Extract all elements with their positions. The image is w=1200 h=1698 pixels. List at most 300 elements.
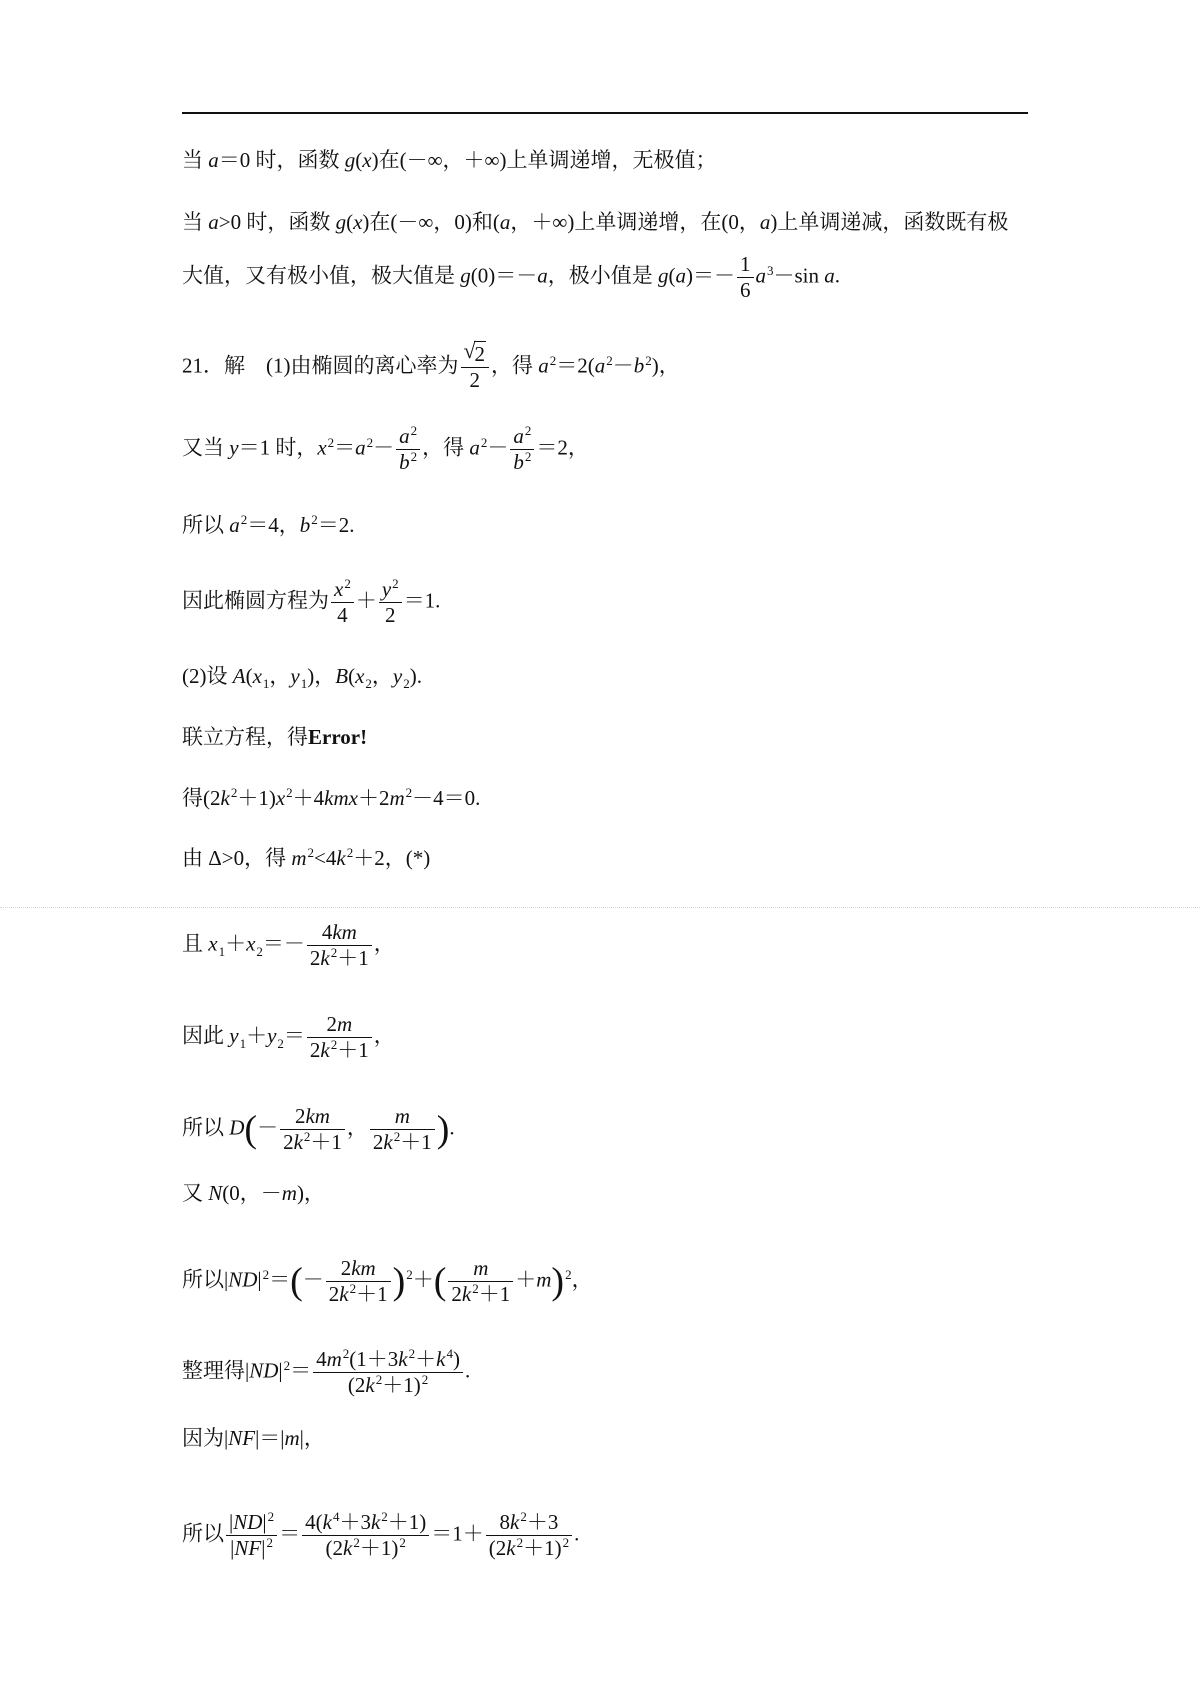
text-fragment: 2: [480, 434, 488, 450]
text-fragment: ，: [373, 931, 395, 956]
text-fragment: x: [355, 664, 365, 688]
text-fragment: N: [208, 1181, 223, 1205]
text-fragment: 2: [311, 512, 318, 527]
text-line-3: [182, 252, 840, 303]
text-fragment: 2: [340, 1256, 352, 1280]
text-fragment: <4: [314, 846, 337, 870]
text-fragment: x: [362, 148, 372, 172]
text-fragment: 4: [446, 1346, 453, 1361]
text-fragment: 因为|: [182, 1426, 229, 1450]
text-fragment: 8: [499, 1510, 511, 1534]
text-fragment: －: [487, 435, 509, 460]
text-fragment: b: [513, 450, 524, 475]
text-line-1: [182, 150, 717, 171]
text-fragment: 2: [309, 1038, 321, 1063]
text-fragment: k: [336, 846, 346, 870]
text-fragment: 2: [266, 1535, 273, 1551]
text-fragment: )，: [296, 1181, 325, 1205]
text-fragment: y: [290, 664, 300, 688]
text-fragment: 21．解 (1)由椭圆的离心率为: [182, 353, 459, 378]
text-line-18: [182, 1428, 325, 1449]
text-fragment: 2: [410, 449, 418, 465]
text-fragment: 2: [520, 1509, 527, 1524]
text-fragment: ＋1): [387, 1510, 427, 1534]
math-part: [396, 424, 420, 450]
text-fragment: 2: [392, 576, 399, 591]
text-fragment: k: [370, 1510, 381, 1534]
math-part: [326, 1256, 391, 1282]
math-part: [370, 1130, 435, 1155]
text-fragment: ＋3: [339, 1510, 371, 1534]
text-fragment: x: [334, 577, 344, 601]
text-fragment: 当: [182, 210, 209, 234]
fraction: [326, 1256, 391, 1307]
text-fragment: 得(2: [182, 786, 221, 810]
text-fragment: ND: [233, 1510, 263, 1534]
text-fragment: 所以: [182, 513, 230, 537]
text-fragment: a: [355, 435, 366, 460]
text-fragment: a: [208, 210, 219, 234]
text-fragment: 2: [294, 1104, 306, 1128]
text-fragment: m: [291, 846, 307, 870]
text-fragment: 2: [240, 512, 248, 527]
text-fragment: a: [537, 263, 548, 288]
text-line-12: [182, 920, 395, 971]
text-fragment: ): [551, 1260, 565, 1303]
error-text: Error!: [308, 725, 368, 749]
text-fragment: A: [232, 664, 246, 688]
text-fragment: a: [499, 210, 511, 234]
text-fragment: ＝4，: [247, 513, 300, 537]
text-fragment: 4: [337, 603, 348, 628]
text-fragment: 2: [516, 1535, 524, 1551]
text-fragment: ND: [249, 1358, 279, 1383]
math-part: [486, 1536, 572, 1561]
text-fragment: 所以: [182, 1521, 224, 1546]
text-fragment: ND: [228, 1267, 258, 1292]
text-fragment: 整理得|: [182, 1358, 250, 1383]
text-fragment: ): [452, 1347, 460, 1371]
text-fragment: ＋1: [337, 1038, 369, 1063]
text-fragment: k: [461, 1282, 472, 1307]
text-fragment: a: [513, 424, 524, 448]
text-fragment: y: [229, 1023, 239, 1048]
text-fragment: km: [305, 1104, 330, 1128]
text-fragment: 4: [321, 920, 333, 944]
text-fragment: (2: [488, 1536, 507, 1561]
text-fragment: b: [399, 450, 410, 475]
text-fragment: (: [668, 263, 676, 288]
text-fragment: ，: [571, 1267, 593, 1292]
text-fragment: k: [320, 946, 330, 971]
text-fragment: ＋1): [382, 1373, 421, 1398]
text-fragment: 2: [346, 845, 354, 860]
text-fragment: k: [293, 1130, 303, 1155]
text-fragment: 2: [307, 845, 315, 860]
text-fragment: ＝2，: [536, 435, 589, 460]
text-fragment: 2: [381, 1509, 388, 1524]
text-fragment: ＋1): [523, 1536, 562, 1561]
text-fragment: km: [332, 920, 357, 944]
text-fragment: 6: [740, 278, 751, 303]
text-fragment: 联立方程，得: [182, 725, 308, 749]
text-fragment: ＝: [269, 1267, 291, 1292]
math-part: [313, 1373, 463, 1398]
text-line-2: [182, 212, 1008, 233]
text-fragment: ＝1 时，: [238, 435, 318, 460]
text-fragment: ＋3: [526, 1510, 559, 1534]
header-rule: [182, 112, 1028, 114]
text-fragment: k: [383, 1130, 393, 1155]
text-fragment: 1: [300, 676, 308, 691]
text-fragment: NF: [228, 1426, 256, 1450]
text-fragment: ).: [409, 664, 422, 688]
text-fragment: 因此椭圆方程为: [182, 588, 329, 613]
text-line-13: [182, 1012, 395, 1063]
text-fragment: k: [365, 1373, 375, 1398]
text-fragment: m: [326, 1347, 342, 1371]
math-part: [280, 1104, 345, 1130]
text-fragment: 2: [406, 1266, 413, 1282]
text-fragment: 3: [767, 262, 774, 278]
text-fragment: y: [267, 1023, 277, 1048]
text-fragment: |: [230, 1536, 235, 1561]
text-fragment: )上单调递减，函数既有极: [770, 210, 1009, 234]
text-fragment: (0，－: [222, 1181, 282, 1205]
math-part: [370, 1104, 435, 1130]
fraction: [307, 920, 372, 971]
text-fragment: g: [335, 210, 347, 234]
math-part: [510, 450, 534, 475]
text-fragment: 2: [399, 1535, 406, 1551]
fraction: [226, 1510, 277, 1561]
text-fragment: 4: [332, 1509, 340, 1524]
text-fragment: 2: [344, 576, 351, 591]
text-fragment: )在(－∞，0)和(: [362, 210, 500, 234]
text-fragment: |，: [299, 1426, 325, 1450]
text-fragment: ＋1): [237, 786, 276, 810]
text-fragment: ＋4: [292, 786, 325, 810]
text-fragment: 大值，又有极小值，极大值是: [182, 263, 461, 288]
text-fragment: 2: [469, 368, 480, 393]
math-part: [280, 1130, 345, 1155]
text-fragment: 因此: [182, 1023, 230, 1048]
text-fragment: ＋1): [359, 1536, 399, 1561]
text-fragment: x: [246, 931, 256, 956]
text-fragment: ＝1.: [403, 588, 441, 613]
math-part: [307, 1038, 372, 1063]
text-fragment: 2: [549, 352, 557, 368]
text-fragment: 2: [309, 946, 321, 971]
text-line-9: [182, 727, 367, 748]
text-fragment: a: [399, 424, 410, 448]
text-fragment: ): [436, 1108, 450, 1151]
text-fragment: 2: [405, 785, 413, 800]
text-fragment: k: [320, 1038, 330, 1063]
fraction: [737, 252, 754, 303]
math-part: [461, 338, 490, 368]
text-fragment: 且: [182, 931, 209, 956]
math-part: [307, 946, 372, 971]
text-fragment: kmx: [324, 786, 358, 810]
text-fragment: ＋: [246, 1023, 268, 1048]
text-fragment: 2: [303, 1129, 311, 1145]
text-fragment: ，: [346, 1115, 368, 1140]
math-part: [331, 577, 354, 603]
text-fragment: 2: [230, 785, 238, 800]
fraction: [370, 1104, 435, 1155]
text-fragment: )在(－∞，＋∞)上单调递增，无极值；: [371, 148, 717, 172]
text-fragment: (2: [347, 1373, 366, 1398]
text-fragment: y: [381, 577, 392, 601]
text-fragment: 2: [262, 1266, 270, 1282]
text-fragment: 又: [182, 1181, 209, 1205]
fraction: [448, 1256, 513, 1307]
text-fragment: ＋1: [400, 1130, 432, 1155]
text-fragment: －4＝0.: [412, 786, 481, 810]
text-fragment: k: [506, 1536, 516, 1561]
math-part: [226, 1536, 277, 1561]
text-fragment: 4: [316, 1347, 327, 1371]
text-fragment: 所以: [182, 1115, 230, 1140]
math-part: [307, 920, 372, 946]
text-fragment: (: [348, 664, 356, 688]
text-fragment: m: [336, 1012, 353, 1036]
text-fragment: a: [594, 353, 606, 378]
text-fragment: ＝: [334, 435, 356, 460]
text-fragment: |: [261, 1536, 266, 1561]
text-fragment: y: [392, 664, 403, 688]
math-part: [307, 1012, 372, 1038]
text-fragment: 2: [372, 1130, 384, 1155]
text-fragment: 2: [524, 449, 532, 465]
text-fragment: a: [229, 513, 240, 537]
text-fragment: m: [536, 1267, 552, 1292]
math-part: [379, 577, 402, 603]
text-fragment: 2: [283, 1357, 291, 1373]
text-fragment: b: [633, 353, 645, 378]
text-fragment: ＋1: [337, 946, 369, 971]
text-fragment: a: [675, 263, 686, 288]
text-fragment: 4(: [305, 1510, 323, 1534]
text-line-19: [182, 1510, 579, 1561]
text-fragment: (: [244, 1108, 258, 1151]
text-fragment: ，＋∞)上单调递增，在(0，: [510, 210, 760, 234]
text-fragment: 2: [408, 1346, 416, 1361]
text-fragment: x: [252, 664, 262, 688]
text-fragment: ，得: [491, 353, 539, 378]
text-fragment: ＋: [225, 931, 247, 956]
text-fragment: |: [278, 1358, 283, 1383]
math-part: [226, 1510, 277, 1536]
math-part: [396, 450, 420, 475]
text-fragment: k: [339, 1282, 349, 1307]
text-fragment: 2: [375, 1372, 383, 1388]
text-fragment: 由 Δ>0，得: [182, 846, 292, 870]
text-fragment: ＋1: [310, 1130, 342, 1155]
text-fragment: |: [257, 1267, 262, 1292]
fraction: [302, 1510, 429, 1561]
fraction: [510, 424, 534, 475]
text-fragment: (: [290, 1260, 303, 1303]
text-fragment: (: [245, 664, 253, 688]
text-fragment: 2: [384, 603, 396, 628]
text-fragment: ＝: [279, 1521, 301, 1546]
text-fragment: ＋: [355, 588, 377, 613]
text-fragment: 2: [277, 1035, 284, 1051]
text-line-10: [182, 785, 481, 810]
text-fragment: (: [346, 210, 354, 234]
text-fragment: |＝|: [255, 1426, 285, 1450]
text-fragment: ＝2(: [556, 353, 595, 378]
text-fragment: 2: [366, 434, 374, 450]
text-fragment: 2: [421, 1372, 429, 1388]
text-fragment: b: [299, 513, 311, 537]
text-line-4: [182, 338, 680, 393]
text-fragment: .: [449, 1115, 455, 1140]
text-fragment: 2: [326, 1012, 337, 1036]
text-fragment: a: [759, 210, 771, 234]
text-fragment: x: [353, 210, 363, 234]
text-line-14: [182, 1104, 455, 1155]
text-fragment: －: [612, 353, 634, 378]
text-fragment: 2: [342, 1346, 350, 1361]
text-fragment: 2: [328, 1282, 340, 1307]
text-fragment: D: [229, 1115, 245, 1140]
text-fragment: －: [373, 435, 395, 460]
text-fragment: ＝: [290, 1358, 312, 1383]
fraction: [486, 1510, 572, 1561]
text-fragment: k: [322, 1510, 332, 1534]
text-fragment: 2: [606, 352, 613, 368]
math-part: [326, 1282, 391, 1307]
text-fragment: |: [229, 1510, 234, 1534]
text-fragment: (: [355, 148, 363, 172]
text-fragment: ＋: [415, 1347, 437, 1371]
text-fragment: m: [394, 1104, 410, 1128]
text-fragment: 2: [403, 676, 410, 691]
text-fragment: 2: [365, 676, 372, 691]
text-fragment: (0)＝－: [470, 263, 538, 288]
fraction: [307, 1012, 372, 1063]
text-fragment: 2: [565, 1266, 572, 1282]
text-fragment: x: [317, 435, 327, 460]
text-fragment: g: [344, 148, 356, 172]
text-fragment: m: [281, 1181, 297, 1205]
text-fragment: 2: [524, 423, 532, 438]
text-fragment: .: [574, 1521, 580, 1546]
text-fragment: .: [834, 263, 841, 288]
text-fragment: 2: [327, 434, 335, 450]
text-fragment: (1＋3: [349, 1347, 399, 1371]
text-fragment: ，: [371, 664, 393, 688]
text-fragment: 2: [286, 785, 293, 800]
text-fragment: －: [302, 1267, 324, 1292]
text-fragment: NF: [234, 1536, 262, 1561]
text-fragment: 2: [410, 423, 418, 438]
math-part: [448, 1256, 513, 1282]
text-fragment: (2)设: [182, 664, 233, 688]
text-fragment: g: [460, 263, 471, 288]
text-fragment: x: [208, 931, 218, 956]
text-fragment: 1: [218, 943, 226, 959]
text-fragment: k: [510, 1510, 520, 1534]
text-fragment: .: [464, 1358, 471, 1383]
text-fragment: ＋: [515, 1267, 537, 1292]
math-part: [302, 1536, 429, 1561]
text-line-8: [182, 664, 422, 691]
text-fragment: ，极小值是: [547, 263, 658, 288]
text-fragment: ，: [269, 664, 291, 688]
fraction: [313, 1347, 463, 1398]
math-part: [448, 1282, 513, 1307]
text-fragment: a: [469, 435, 480, 460]
text-fragment: ＝2.: [317, 513, 355, 537]
text-fragment: m: [284, 1426, 300, 1450]
text-fragment: 2: [330, 945, 338, 961]
text-fragment: ＋2，(*): [353, 846, 431, 870]
text-fragment: a: [538, 353, 549, 378]
text-fragment: k: [220, 786, 230, 810]
text-fragment: (2: [325, 1536, 344, 1561]
text-fragment: 2: [267, 1509, 275, 1524]
text-fragment: 当: [182, 148, 209, 172]
text-fragment: ＝1＋: [431, 1521, 484, 1546]
text-fragment: 2: [451, 1282, 462, 1307]
text-fragment: －: [257, 1115, 279, 1140]
text-fragment: 2: [562, 1535, 570, 1551]
text-fragment: ＋1: [356, 1282, 388, 1307]
eccentricity-fraction: [461, 338, 490, 393]
text-fragment: 1: [239, 1035, 247, 1051]
text-line-17: [182, 1347, 470, 1398]
text-fragment: 又当: [182, 435, 230, 460]
math-part: [463, 338, 487, 367]
text-line-16: [182, 1256, 593, 1307]
text-fragment: a: [824, 263, 835, 288]
math-part: [486, 1510, 572, 1536]
text-fragment: ＝－: [262, 931, 305, 956]
text-fragment: k: [343, 1536, 353, 1561]
text-fragment: 2: [353, 1535, 360, 1551]
text-fragment: 2: [393, 1129, 401, 1145]
text-fragment: )，: [651, 353, 680, 378]
math-part: √: [463, 338, 476, 363]
text-fragment: ＝0 时，函数: [218, 148, 345, 172]
page-separator: [0, 907, 1200, 908]
text-fragment: a: [208, 148, 219, 172]
text-fragment: ): [392, 1260, 406, 1303]
text-fragment: ，得: [422, 435, 470, 460]
text-fragment: 2: [330, 1037, 338, 1053]
text-fragment: B: [335, 664, 349, 688]
text-fragment: ，: [373, 1023, 395, 1048]
text-fragment: －sin: [773, 263, 825, 288]
text-fragment: 1: [262, 676, 270, 691]
text-fragment: m: [389, 786, 405, 810]
text-fragment: ＋1: [478, 1282, 511, 1307]
fraction: [379, 577, 402, 628]
math-part: [302, 1510, 429, 1536]
text-line-15: [182, 1183, 325, 1204]
text-fragment: 2: [472, 1281, 479, 1297]
text-fragment: k: [398, 1347, 408, 1371]
text-line-11: [182, 845, 431, 870]
text-fragment: ＝: [283, 1023, 305, 1048]
text-fragment: 2: [645, 352, 652, 368]
text-line-5: [182, 424, 589, 475]
text-fragment: 2: [349, 1281, 357, 1297]
